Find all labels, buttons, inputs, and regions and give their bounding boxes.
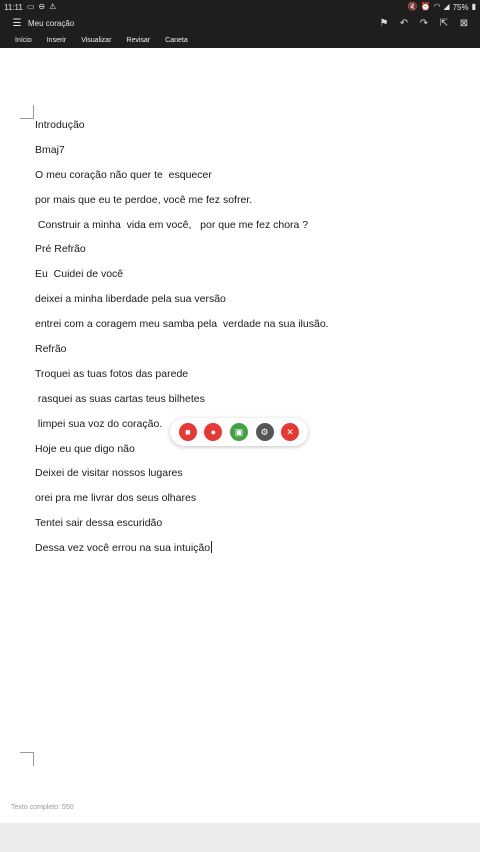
tab-revisar[interactable]: Revisar (126, 36, 151, 44)
text-line[interactable]: Hoje eu que digo não (35, 442, 135, 455)
text-line[interactable]: Introdução (35, 119, 85, 131)
tab-visualizar[interactable]: Visualizar (81, 36, 112, 44)
export-icon[interactable]: ⇱ (439, 17, 449, 29)
text-line[interactable]: O meu coração não quer te esquecer (35, 168, 212, 181)
undo-icon[interactable]: ↶ (399, 17, 409, 29)
text-line[interactable]: por mais que eu te perdoe, você me fez sofrer. (35, 193, 253, 206)
mute-icon: 🔇 (407, 2, 418, 11)
text-line[interactable]: limpei sua voz do coração. (35, 417, 163, 430)
ribbon-tabs (0, 32, 480, 48)
text-line[interactable]: Refrão (35, 343, 67, 356)
settings-icon[interactable]: ⚙ (256, 423, 274, 441)
signal-icon: ◢ (443, 2, 450, 11)
text-line[interactable]: deixei a minha liberdade pela sua versão (35, 293, 226, 306)
screenshot-icon[interactable]: ▣ (230, 423, 248, 441)
text-line[interactable]: Eu Cuidei de você (35, 268, 124, 281)
hamburger-menu-icon[interactable]: ☰ (12, 17, 22, 29)
text-line[interactable]: Bmaj7 (35, 143, 65, 156)
document-body[interactable] (35, 118, 455, 566)
text-line[interactable]: Pré Refrão (35, 243, 86, 256)
document-title: Meu coração (28, 18, 75, 28)
text-line[interactable]: Construir a minha vida em você, por que me fez chora ? (35, 218, 309, 231)
sync-icon: ⊖ (38, 2, 46, 11)
redo-icon[interactable]: ↷ (419, 17, 429, 29)
text-line[interactable]: Tentei sair dessa escuridão (35, 517, 163, 530)
close-icon[interactable]: ⊠ (459, 17, 469, 29)
tab-inicio[interactable]: Início (15, 36, 32, 44)
text-line[interactable]: rasquei as suas cartas teus bilhetes (35, 392, 205, 405)
wifi-icon: ◠ (433, 2, 441, 11)
page-corner-bottom (20, 752, 34, 766)
flag-icon[interactable]: ⚑ (379, 17, 389, 29)
title-bar (0, 14, 480, 32)
word-count: Texto completo: 550 (11, 804, 74, 811)
tab-inserir[interactable]: Inserir (46, 36, 67, 44)
text-line-content[interactable]: Dessa vez você errou na sua intuição (35, 542, 211, 555)
status-time: 11:11 (4, 2, 23, 12)
text-line[interactable]: entrei com a coragem meu samba pela verdade na sua ilusão. (35, 318, 329, 331)
floating-recorder-toolbar (170, 418, 308, 446)
alarm-icon: ⏰ (420, 2, 431, 11)
bottom-bar (0, 823, 480, 852)
battery-level: 75% (452, 2, 469, 12)
message-icon: ▭ (26, 2, 35, 11)
text-line-last[interactable] (35, 541, 455, 566)
battery-icon: ▮ (471, 2, 476, 11)
page-corner-top (20, 105, 34, 119)
text-line[interactable]: Deixei de visitar nossos lugares (35, 467, 183, 480)
text-cursor (211, 541, 212, 553)
tab-caneta[interactable]: Caneta (165, 36, 188, 44)
microphone-icon[interactable]: ● (204, 423, 222, 441)
text-line[interactable]: orei pra me livrar dos seus olhares (35, 492, 197, 505)
video-record-icon[interactable]: ■ (179, 423, 197, 441)
warning-icon: ⚠ (49, 2, 57, 11)
status-bar (0, 0, 480, 14)
text-line[interactable]: Troquei as tuas fotos das parede (35, 367, 189, 380)
close-icon[interactable]: ✕ (281, 423, 299, 441)
